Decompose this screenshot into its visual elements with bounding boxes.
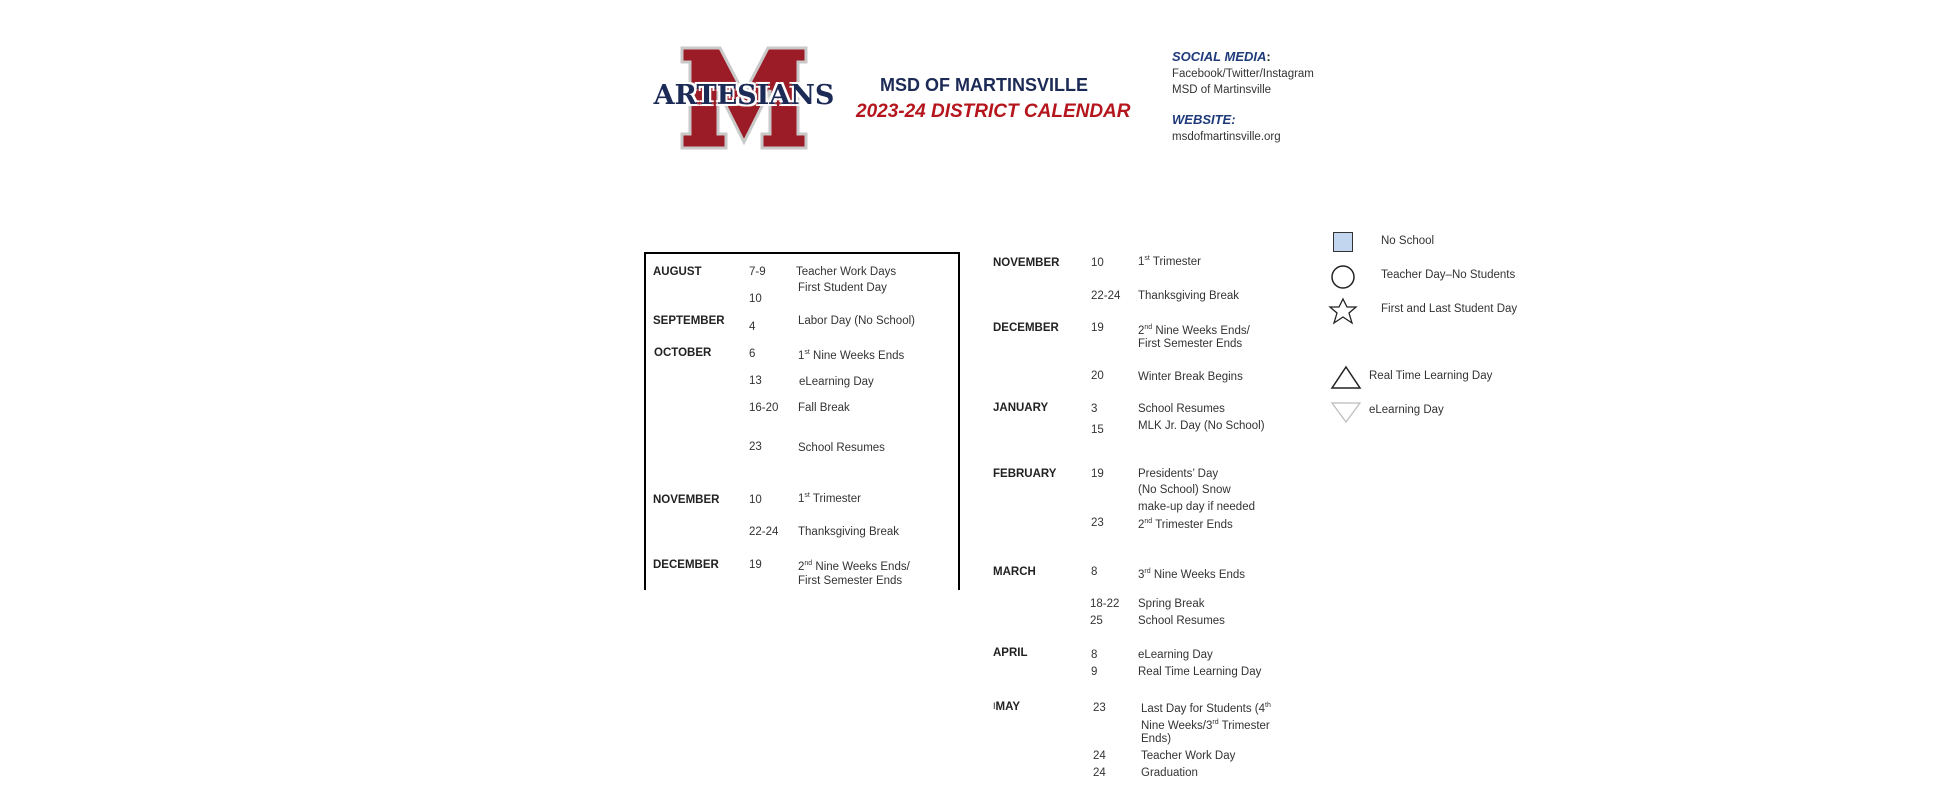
elearning-down-triangle-icon <box>1330 401 1362 425</box>
date: 9 <box>1091 666 1098 678</box>
date: 19 <box>1091 468 1104 480</box>
event: School Resumes <box>1138 615 1225 627</box>
event: eLearning Day <box>1138 649 1213 661</box>
social-line-platforms: Facebook/Twitter/Instagram <box>1172 68 1314 80</box>
month-november: NOVEMBER <box>993 257 1060 269</box>
website-heading: WEBSITE: <box>1172 112 1236 127</box>
date: 8 <box>1091 566 1098 578</box>
event: Spring Break <box>1138 598 1205 610</box>
event: 1st Trimester <box>1138 255 1201 268</box>
event: Ends) <box>1141 733 1172 745</box>
date: 16-20 <box>749 402 779 414</box>
date: 24 <box>1093 767 1106 779</box>
month-march: MARCH <box>993 566 1036 578</box>
event: First Student Day <box>798 282 887 294</box>
date: 23 <box>1093 702 1106 714</box>
social-media-heading: SOCIAL MEDIA: <box>1172 49 1271 64</box>
event: Thanksgiving Break <box>798 526 899 538</box>
date: 20 <box>1091 370 1104 382</box>
event: 2nd Trimester Ends <box>1138 518 1233 531</box>
date: 22-24 <box>1091 290 1121 302</box>
legend-no-school: No School <box>1381 235 1435 247</box>
date: 3 <box>1091 403 1098 415</box>
date: 8 <box>1091 649 1098 661</box>
event: Real Time Learning Day <box>1138 666 1262 678</box>
event: Presidents’ Day <box>1138 468 1219 480</box>
date: 10 <box>1091 257 1104 269</box>
date: 7-9 <box>749 266 766 278</box>
event: 1st Trimester <box>798 492 861 505</box>
event: Thanksgiving Break <box>1138 290 1239 302</box>
month-december: DECEMBER <box>653 559 719 571</box>
month-january: JANUARY <box>993 402 1049 414</box>
date: 18-22 <box>1090 598 1120 610</box>
real-time-triangle-icon <box>1330 365 1362 391</box>
date: 25 <box>1090 615 1103 627</box>
month-october: OCTOBER <box>654 347 712 359</box>
event: Teacher Work Day <box>1141 750 1236 762</box>
month-december: DECEMBER <box>993 322 1059 334</box>
social-line-handle: MSD of Martinsville <box>1172 84 1272 96</box>
calendar-subtitle: 2023-24 DISTRICT CALENDAR <box>856 101 1131 122</box>
artesians-logo <box>650 46 838 150</box>
event: School Resumes <box>1138 403 1225 415</box>
event: (No School) Snow <box>1138 484 1231 496</box>
no-school-square-icon <box>1333 232 1353 252</box>
logo-text: ARTESIANS <box>653 80 835 111</box>
date: 22-24 <box>749 526 779 538</box>
legend-first-last: First and Last Student Day <box>1381 303 1518 315</box>
event: 1st Nine Weeks Ends <box>798 349 905 362</box>
date: 23 <box>749 441 762 453</box>
event: Teacher Work Days <box>796 266 897 278</box>
legend-elearning: eLearning Day <box>1369 404 1444 416</box>
date: 10 <box>749 494 762 506</box>
legend-real-time: Real Time Learning Day <box>1369 370 1493 382</box>
district-title: MSD OF MARTINSVILLE <box>880 75 1088 95</box>
date: 6 <box>749 348 756 360</box>
event: Fall Break <box>798 402 850 414</box>
event: Winter Break Begins <box>1138 371 1243 383</box>
event: Labor Day (No School) <box>798 315 915 327</box>
event: Graduation <box>1141 767 1198 779</box>
date: 24 <box>1093 750 1106 762</box>
month-february: FEBRUARY <box>993 468 1057 480</box>
event: 3rd Nine Weeks Ends <box>1138 568 1246 581</box>
date: 4 <box>749 321 756 333</box>
month-august: AUGUST <box>653 266 702 278</box>
event: Last Day for Students (4th <box>1141 702 1271 715</box>
date: 19 <box>1091 322 1104 334</box>
date: 15 <box>1091 424 1104 436</box>
date: 19 <box>749 559 762 571</box>
first-last-star-icon <box>1328 297 1358 327</box>
event: MLK Jr. Day (No School) <box>1138 420 1265 432</box>
month-april: APRIL <box>993 647 1028 659</box>
event: First Semester Ends <box>798 575 903 587</box>
event: Nine Weeks/3rd Trimester <box>1141 719 1270 732</box>
event: 2nd Nine Weeks Ends/ <box>798 560 910 573</box>
date: 10 <box>749 293 762 305</box>
month-november: NOVEMBER <box>653 494 720 506</box>
date: 23 <box>1091 517 1104 529</box>
event: 2nd Nine Weeks Ends/ <box>1138 324 1250 337</box>
website-link[interactable]: msdofmartinsville.org <box>1172 131 1281 143</box>
event: make-up day if needed <box>1138 501 1255 513</box>
month-september: SEPTEMBER <box>653 315 725 327</box>
event: First Semester Ends <box>1138 338 1243 350</box>
event: eLearning Day <box>799 376 874 388</box>
month-may: $^I$MAY <box>993 701 1021 713</box>
date: 13 <box>749 375 762 387</box>
event: School Resumes <box>798 442 885 454</box>
legend-teacher-day: Teacher Day–No Students <box>1381 269 1516 281</box>
teacher-day-circle-icon <box>1330 264 1356 290</box>
